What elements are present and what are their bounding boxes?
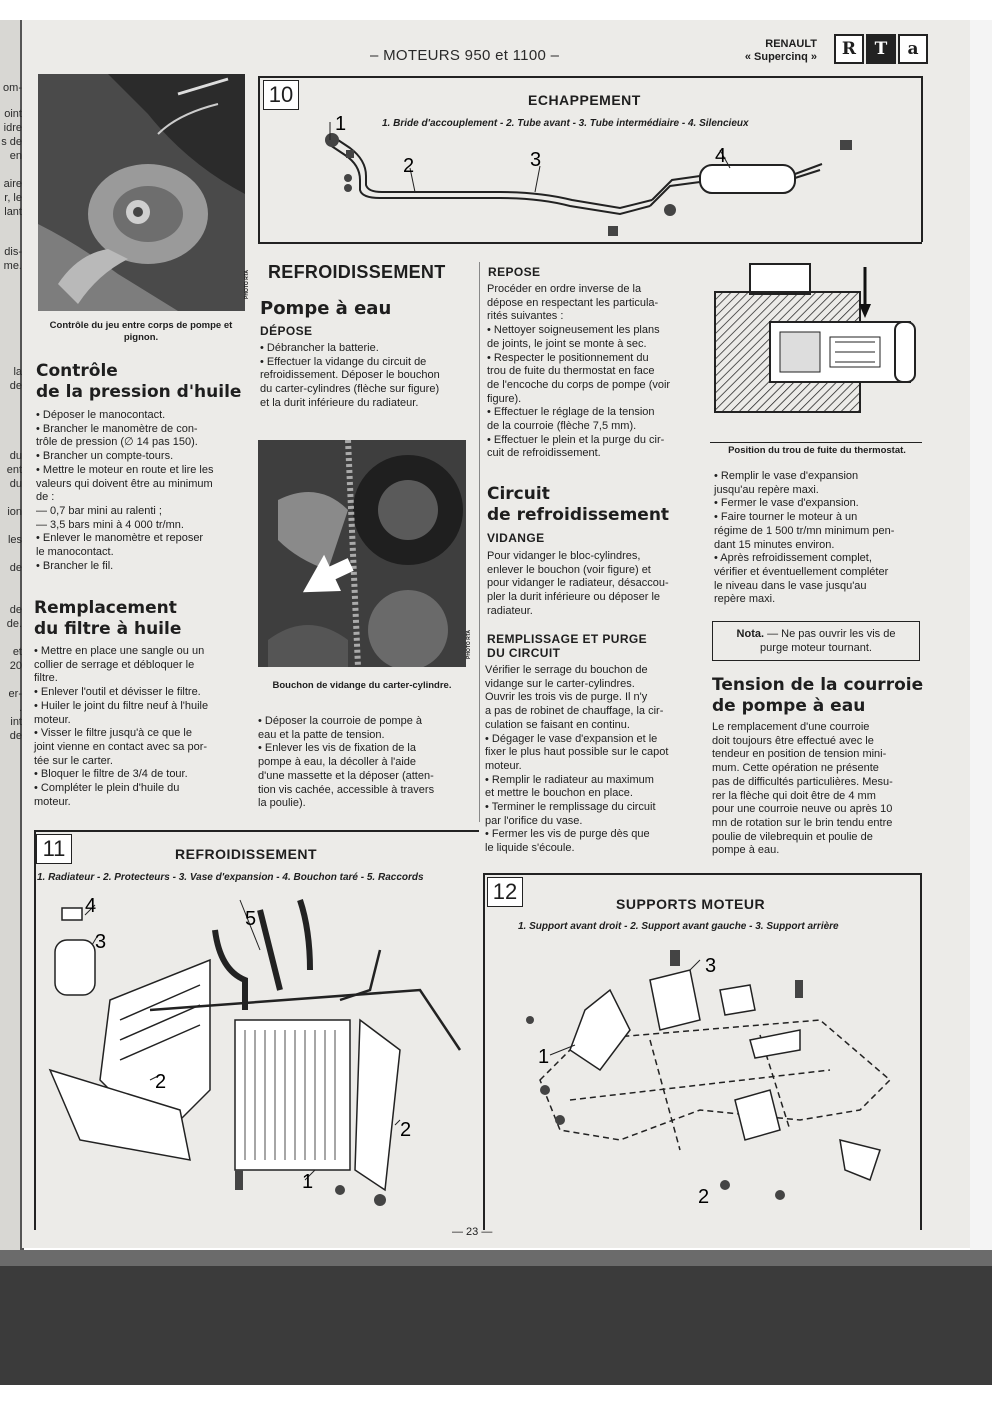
- edge-fragment: les: [7, 534, 22, 546]
- fig10-callout-3: 3: [530, 149, 542, 171]
- remplissage-line: • Dégager le vase d'expansion et le: [485, 732, 658, 745]
- controle-line: • Mettre le moteur en route et lire les: [36, 463, 214, 476]
- tension-heading-line2: de pompe à eau: [712, 696, 866, 716]
- depose2-line: • Enlever les vis de fixation de la: [258, 742, 416, 755]
- fig11-frame-top: [34, 830, 479, 832]
- fig10-number: 10: [263, 80, 299, 110]
- vidange-line: pler la durit inférieure ou déposer le: [487, 591, 661, 604]
- pompe-heading: Pompe à eau: [260, 298, 392, 319]
- remplissage-line: • Terminer le remplissage du circuit: [485, 801, 656, 814]
- remplacement-line: • Huiler le joint du filtre neuf à l'huile: [34, 699, 209, 712]
- controle-line: • Brancher le fil.: [36, 559, 114, 572]
- remplacement-line: • Compléter le plein d'huile du: [34, 782, 180, 795]
- vidange-line: enlever le bouchon (voir figure) et: [487, 563, 651, 576]
- edge-fragment: dis-: [4, 246, 22, 258]
- depose-line: • Effectuer la vidange du circuit de: [260, 355, 427, 368]
- page-header-title: – MOTEURS 950 et 1100 –: [370, 47, 560, 64]
- fig11-callout-2b: 2: [400, 1119, 412, 1141]
- remplacement-heading-line1: Remplacement: [34, 598, 177, 618]
- edge-fragment: 20: [9, 660, 22, 672]
- fig12-frame-left: [483, 873, 485, 1230]
- repose-body: [487, 283, 694, 461]
- edge-fragment: lant: [4, 206, 22, 218]
- edge-fragment: la: [13, 366, 22, 378]
- photo2-credit: PHOTO RTA: [466, 630, 472, 659]
- drain-plug-photo: [258, 440, 466, 667]
- fig10-frame-right: [921, 76, 923, 242]
- edge-fragment: oint: [4, 108, 22, 120]
- right-col-line: jusqu'au repère maxi.: [714, 483, 819, 496]
- tension-line: mn de rotation sur le brin tendu entre: [712, 816, 893, 829]
- vidange-heading: VIDANGE: [487, 531, 545, 545]
- repose-line: Procéder en ordre inverse de la: [487, 283, 642, 295]
- fig11-callout-1: 1: [302, 1171, 314, 1193]
- controle-line: le manocontact.: [36, 546, 114, 559]
- remplissage-line: Vérifier le serrage du bouchon de: [485, 664, 648, 676]
- brand-line-2: « Supercinq »: [744, 51, 817, 63]
- fig10-callout-1: 1: [335, 113, 347, 135]
- thermostat-caption: Position du trou de fuite du thermostat.: [728, 445, 906, 456]
- edge-fragment: ion: [7, 506, 22, 518]
- tension-line: rer la flèche qui doit être de 4 mm: [712, 789, 876, 802]
- edge-fragment: idre: [3, 122, 22, 134]
- fig12-callout-3: 3: [705, 955, 717, 977]
- controle-line: • Enlever le manomètre et reposer: [36, 532, 204, 545]
- thermostat-caption-rule: [710, 442, 922, 443]
- edge-fragment: ent: [6, 464, 22, 476]
- remplissage-heading-line2: DU CIRCUIT: [487, 646, 561, 660]
- depose-line: refroidissement. Déposer le bouchon: [260, 369, 440, 382]
- depose2-line: eau et la patte de tension.: [258, 728, 385, 741]
- edge-fragment: aire: [3, 178, 22, 190]
- exhaust-diagram: [300, 110, 860, 240]
- oil-pump-photo: [38, 74, 245, 311]
- tension-heading: [712, 675, 923, 717]
- fig10-callout-2: 2: [403, 155, 415, 177]
- vidange-line: pour vidanger le radiateur, désaccou-: [487, 577, 669, 590]
- repose-line: dépose en respectant les particula-: [487, 296, 659, 309]
- repose-line: cuit de refroidissement.: [487, 447, 601, 460]
- circuit-heading-line2: de refroidissement: [487, 505, 670, 525]
- edge-fragment: de: [9, 730, 22, 742]
- repose-line: • Respecter le positionnement du: [487, 351, 649, 364]
- controle-line: — 0,7 bar mini au ralenti ;: [36, 504, 162, 517]
- fig11-callout-3: 3: [95, 931, 107, 953]
- remplacement-line: filtre.: [34, 672, 58, 685]
- edge-fragment: de: [9, 562, 22, 574]
- edge-fragment: om-: [3, 82, 22, 94]
- controle-line: • Brancher le manomètre de con-: [36, 422, 198, 435]
- remplacement-body: [34, 645, 236, 809]
- fig11-frame-left: [34, 830, 36, 1230]
- repose-line: • Nettoyer soigneusement les plans: [487, 324, 660, 337]
- tension-line: mum. Cette opération ne présente: [712, 762, 879, 775]
- depose2-body: [258, 715, 464, 811]
- refroid-section-title: REFROIDISSEMENT: [268, 262, 446, 282]
- remplacement-line: tée sur le carter.: [34, 754, 113, 767]
- depose-heading: DÉPOSE: [260, 324, 313, 338]
- fig11-callout-5: 5: [245, 908, 257, 930]
- fig12-callout-1: 1: [538, 1046, 550, 1068]
- tension-body: [712, 721, 920, 858]
- edge-fragment: de: [9, 380, 22, 392]
- repose-line: trou de fuite du thermostat en face: [487, 365, 655, 378]
- nota-box: [712, 621, 920, 661]
- fig11-title: REFROIDISSEMENT: [175, 846, 318, 862]
- depose2-line: • Déposer la courroie de pompe à: [258, 715, 423, 727]
- page-number: — 23 —: [452, 1226, 493, 1238]
- fig10-frame-left: [258, 76, 260, 242]
- remplacement-line: • Bloquer le filtre de 3/4 de tour.: [34, 768, 188, 781]
- repose-line: • Effectuer le plein et la purge du cir-: [487, 433, 665, 446]
- nota-label: Nota.: [736, 628, 765, 640]
- remplacement-line: moteur.: [34, 795, 71, 808]
- depose2-line: d'une massette et la déposer (atten-: [258, 769, 434, 782]
- edge-fragment: r, le: [4, 192, 22, 204]
- right-col-line: • Après refroidissement complet,: [714, 552, 872, 565]
- remplissage-line: Ouvrir les trois vis de purge. Il n'y: [485, 691, 648, 704]
- remplacement-line: joint vienne en contact avec sa por-: [34, 740, 208, 753]
- fig10-caption: 1. Bride d'accouplement - 2. Tube avant - 3. Tube intermédiaire - 4. Silencieux: [382, 118, 749, 129]
- remplissage-line: • Remplir le radiateur au maximum: [485, 773, 654, 786]
- edge-fragment: s de: [1, 136, 22, 148]
- remplissage-line: par l'orifice du vase.: [485, 814, 583, 827]
- right-col-line: vérifier et éventuellement compléter: [714, 565, 889, 578]
- remplacement-line: • Visser le filtre jusqu'à ce que le: [34, 727, 192, 740]
- remplissage-line: moteur.: [485, 759, 522, 772]
- rta-logo: [832, 34, 928, 64]
- tension-line: tendeur en position de tension mini-: [712, 748, 887, 761]
- remplissage-line: vidange sur le carter-cylindres.: [485, 677, 635, 690]
- tension-line: Le remplacement d'une courroie: [712, 721, 870, 733]
- brand-block: [735, 38, 817, 64]
- edge-fragment: de.: [6, 618, 22, 630]
- remplacement-line: moteur.: [34, 713, 71, 726]
- edge-fragment: du: [9, 478, 22, 490]
- remplissage-heading-line1: REMPLISSAGE ET PURGE: [487, 632, 648, 646]
- fig10-frame-top: [258, 76, 922, 78]
- vidange-body: [487, 550, 694, 619]
- right-col-line: • Faire tourner le moteur à un: [714, 511, 858, 524]
- repose-line: • Effectuer le réglage de la tension: [487, 406, 655, 419]
- fig12-caption: 1. Support avant droit - 2. Support avant gauche - 3. Support arrière: [518, 921, 839, 932]
- fig10-callout-4: 4: [715, 145, 727, 167]
- right-col-line: régime de 1 500 tr/mn minimum pen-: [714, 524, 895, 537]
- right-col-line: • Remplir le vase d'expansion: [714, 470, 859, 482]
- depose-line: et la durit inférieure du radiateur.: [260, 396, 419, 409]
- logo-letter-r: R: [834, 34, 864, 64]
- depose2-line: pompe à eau, la décoller à l'aide: [258, 756, 417, 769]
- cooling-diagram: [40, 890, 480, 1220]
- controle-line: de :: [36, 491, 55, 504]
- repose-heading: REPOSE: [488, 265, 541, 279]
- right-col-line: repère maxi.: [714, 593, 776, 606]
- edge-fragment: .: [18, 702, 22, 714]
- controle-heading: [36, 361, 241, 403]
- nota-text: — Ne pas ouvrir les vis de purge moteur tournant.: [760, 628, 896, 654]
- engine-mounts-diagram: [500, 940, 910, 1220]
- photo1-caption: Contrôle du jeu entre corps de pompe et pignon.: [49, 320, 233, 343]
- repose-line: de la courroie (flèche 7,5 mm).: [487, 420, 637, 433]
- controle-heading-line2: de la pression d'huile: [36, 382, 242, 402]
- remplissage-line: culation se faisant en continu.: [485, 718, 630, 731]
- fig10-title: ECHAPPEMENT: [528, 92, 641, 108]
- remplissage-line: le liquide s'écoule.: [485, 842, 575, 855]
- edge-fragment: me.: [3, 260, 22, 272]
- circuit-heading-line1: Circuit: [487, 484, 550, 504]
- depose2-line: la poulie).: [258, 797, 306, 810]
- depose-line: du carter-cylindres (flèche sur figure): [260, 383, 440, 396]
- remplacement-heading-line2: du filtre à huile: [34, 619, 182, 639]
- logo-letter-t: T: [866, 34, 896, 64]
- tension-line: poulie de vilebrequin et poulie de: [712, 830, 873, 843]
- remplacement-line: • Enlever l'outil et dévisser le filtre.: [34, 686, 201, 699]
- tension-line: doit toujours être effectué avec le: [712, 734, 874, 747]
- right-col-line: le niveau dans le vase jusqu'au: [714, 579, 867, 592]
- remplissage-heading: [487, 632, 647, 660]
- photo2-caption: Bouchon de vidange du carter-cylindre.: [272, 680, 452, 691]
- fig11-callout-2a: 2: [155, 1071, 167, 1093]
- tension-line: pas de difficultés particulières. Mesu-: [712, 775, 893, 788]
- remplissage-line: fixer le plus haut possible sur le capot: [485, 746, 669, 759]
- controle-line: • Brancher un compte-tours.: [36, 450, 174, 463]
- edge-fragment: er-: [8, 688, 22, 700]
- thermostat-diagram: [710, 262, 922, 442]
- remplissage-body: [485, 664, 694, 856]
- fig11-caption: 1. Radiateur - 2. Protecteurs - 3. Vase d'expansion - 4. Bouchon taré - 5. Raccords: [37, 872, 424, 883]
- fig11-number: 11: [36, 834, 72, 864]
- controle-heading-line1: Contrôle: [36, 361, 118, 381]
- controle-line: trôle de pression (∅ 14 pas 150).: [36, 436, 198, 449]
- depose-line: • Débrancher la batterie.: [260, 342, 379, 354]
- controle-line: • Déposer le manocontact.: [36, 409, 166, 421]
- remplacement-line: • Mettre en place une sangle ou un: [34, 645, 205, 657]
- remplacement-line: collier de serrage et débloquer le: [34, 658, 195, 671]
- repose-line: rités suivantes :: [487, 310, 564, 323]
- controle-line: — 3,5 bars mini à 4 000 tr/mn.: [36, 518, 184, 531]
- fig12-callout-2: 2: [698, 1186, 710, 1208]
- fig12-frame-right: [920, 873, 922, 1230]
- edge-fragment: et: [12, 646, 22, 658]
- repose-line: figure).: [487, 392, 522, 405]
- edge-fragment: de: [9, 604, 22, 616]
- circuit-heading: [487, 484, 669, 526]
- vidange-line: Pour vidanger le bloc-cylindres,: [487, 550, 641, 562]
- logo-letter-a: a: [898, 34, 928, 64]
- remplissage-line: • Fermer les vis de purge dès que: [485, 828, 650, 841]
- vidange-line: radiateur.: [487, 604, 533, 617]
- column-divider: [479, 262, 480, 822]
- right-col-line: • Fermer le vase d'expansion.: [714, 497, 859, 510]
- edge-fragment: int: [10, 716, 22, 728]
- fig12-frame-top: [483, 873, 921, 875]
- tension-heading-line1: Tension de la courroie: [712, 675, 924, 695]
- controle-body: [36, 409, 238, 573]
- fig11-callout-4: 4: [85, 895, 97, 917]
- remplissage-line: a pas de robinet de chauffage, la cir-: [485, 705, 664, 718]
- depose2-line: tion vis cachée, accessible à travers: [258, 783, 435, 796]
- remplissage-line: et mettre le bouchon en place.: [485, 787, 633, 800]
- right-col-line: dant 15 minutes environ.: [714, 538, 835, 551]
- edge-fragment: du: [9, 450, 22, 462]
- repose-line: de joints, le joint se monte à sec.: [487, 337, 647, 350]
- fig12-number: 12: [487, 877, 523, 907]
- depose-body: [260, 342, 466, 411]
- edge-fragment: en: [9, 150, 22, 162]
- repose-line: de l'encoche du corps de pompe (voir: [487, 378, 671, 391]
- brand-line-1: RENAULT: [765, 38, 817, 50]
- fig12-title: SUPPORTS MOTEUR: [616, 896, 766, 912]
- remplacement-heading: [34, 598, 181, 640]
- controle-line: valeurs qui doivent être au minimum: [36, 477, 213, 490]
- fig10-frame-bottom: [258, 242, 922, 244]
- tension-line: pompe à eau.: [712, 844, 780, 857]
- photo1-credit: PHOTO RTA: [244, 270, 250, 299]
- tension-line: pour une courroie neuve ou après 10: [712, 803, 893, 816]
- right-col-body: [714, 470, 920, 607]
